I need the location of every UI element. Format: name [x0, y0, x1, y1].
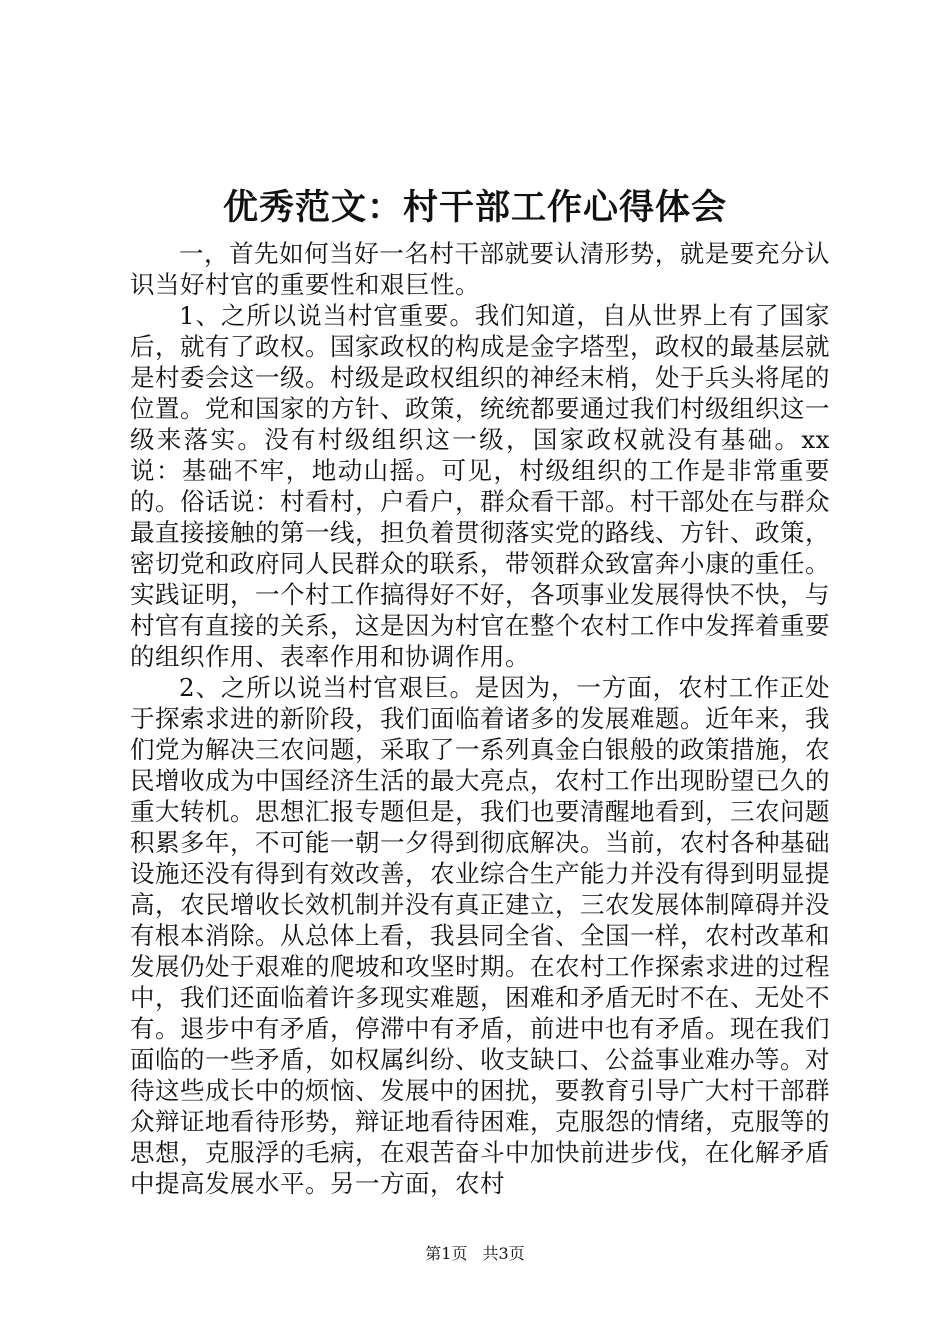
page-number: 第1页: [425, 1244, 468, 1263]
page-footer: [0, 1242, 950, 1266]
paragraph-importance: 1、之所以说当村官重要。我们知道，自从世界上有了国家后，就有了政权。国家政权的构成是金字塔型，政权的最基层就是村委会这一级。村级是政权组织的神经末梢，处于兵头将尾的位置。党和国家的方针、政策，统统都要通过我们村级组织这一级来落实。没有村级组织这一级，国家政权就没有基础。xx说：基础不牢，地动山摇。可见，村级组织的工作是非常重要的。俗话说：村看村，户看户，群众看干部。村干部处在与群众最直接接触的第一线，担负着贯彻落实党的路线、方针、政策，密切党和政府同人民群众的联系，带领群众致富奔小康的重任。实践证明，一个村工作搞得好不好，各项事业发展得快不快，与村官有直接的关系，这是因为村官在整个农村工作中发挥着重要的组织作用、表率作用和协调作用。: [130, 301, 830, 671]
paragraph-intro: 一，首先如何当好一名村干部就要认清形势，就是要充分认识当好村官的重要性和艰巨性。: [130, 239, 830, 299]
page-total: 共3页: [482, 1244, 525, 1263]
paragraph-difficulty: 2、之所以说当村官艰巨。是因为，一方面，农村工作正处于探索求进的新阶段，我们面临着诸多的发展难题。近年来，我们党为解决三农问题，采取了一系列真金白银般的政策措施，农民增收成为中国经济生活的最大亮点，农村工作出现盼望已久的重大转机。思想汇报专题但是，我们也要清醒地看到，三农问题积累多年，不可能一朝一夕得到彻底解决。当前，农村各种基础设施还没有得到有效改善，农业综合生产能力并没有得到明显提高，农民增收长效机制并没有真正建立，三农发展体制障碍并没有根本消除。从总体上看，我县同全省、全国一样，农村改革和发展仍处于艰难的爬坡和攻坚时期。在农村工作探索求进的过程中，我们还面临着许多现实难题，困难和矛盾无时不在、无处不有。退步中有矛盾，停滞中有矛盾，前进中也有矛盾。现在我们面临的一些矛盾，如权属纠纷、收支缺口、公益事业难办等。对待这些成长中的烦恼、发展中的困扰，要教育引导广大村干部群众辩证地看待形势，辩证地看待困难，克服怨的情绪，克服等的思想，克服浮的毛病，在艰苦奋斗中加快前进步伐，在化解矛盾中提高发展水平。另一方面，农村: [130, 673, 830, 1198]
document-title: 优秀范文：村干部工作心得体会: [222, 187, 727, 228]
document-body: [130, 238, 830, 1199]
